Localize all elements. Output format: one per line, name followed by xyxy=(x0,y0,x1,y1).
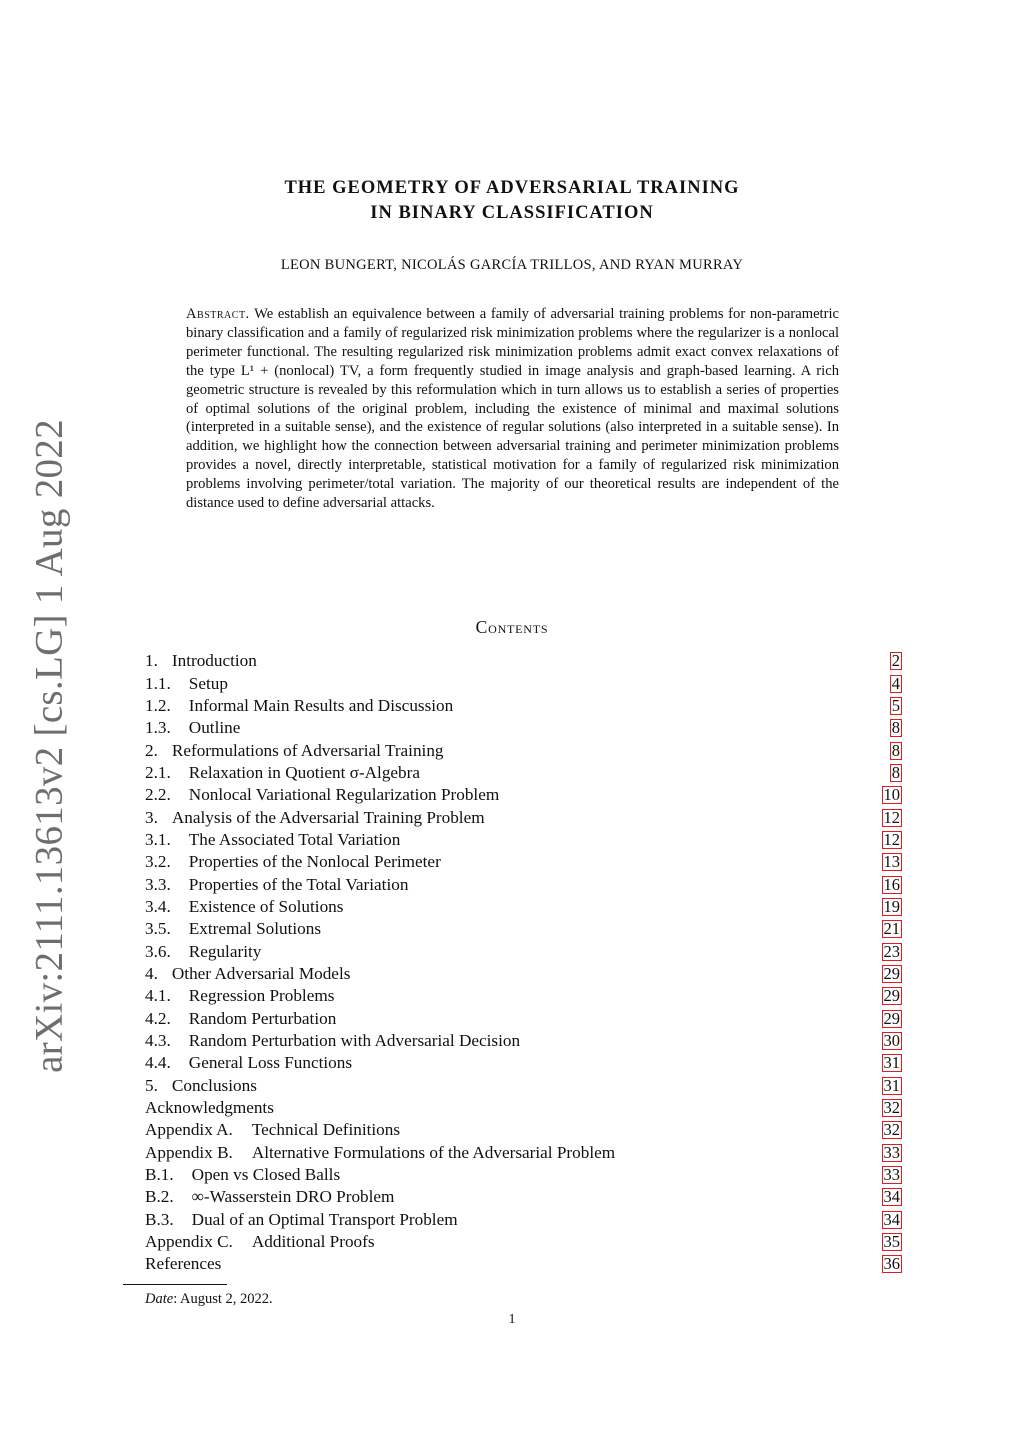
toc-entry[interactable] xyxy=(145,717,902,739)
page-number: 1 xyxy=(508,1312,516,1327)
toc-page-link[interactable]: 30 xyxy=(883,1031,900,1051)
toc-entry-number: 4.3. xyxy=(145,1031,171,1051)
toc-entry-number: B.1. xyxy=(145,1165,174,1185)
toc-entry-title: Informal Main Results and Discussion xyxy=(188,695,454,715)
toc-page-link[interactable]: 4 xyxy=(891,673,900,693)
footnote-label: Date xyxy=(145,1291,174,1307)
toc-entry[interactable] xyxy=(145,873,902,895)
abstract-text: We establish an equivalence between a family of adversarial training problems for non-parametric binary classification and a family of regularized risk minimization problems where the regularizer is a nonlocal perimeter functional. The resulting regularized risk minimization problems admit exact convex relaxations of the type L¹ + (nonlocal) TV, a form frequently studied in image analysis and graph-based learning. A rich geometric structure is revealed by this reformulation which in turn allows us to establish a series of properties of optimal solutions of the original problem, including the existence of minimal and maximal solutions (interpreted in a suitable sense), and the existence of regular solutions (also interpreted in a suitable sense). In addition, we highlight how the connection between adversarial training and perimeter minimization problems provides a novel, directly interpretable, statistical motivation for a family of regularized risk minimization problems involving perimeter/total variation. The majority of our theoretical results are independent of the distance used to define adversarial attacks. xyxy=(186,306,839,512)
toc-entry[interactable] xyxy=(145,1186,902,1208)
toc-entry[interactable] xyxy=(145,1119,902,1141)
toc-entry-label xyxy=(145,1143,615,1163)
toc-entry-title: Properties of the Total Variation xyxy=(188,874,409,894)
toc-entry-title: Setup xyxy=(188,673,228,693)
toc-entry-label xyxy=(145,942,261,962)
toc-entry-title: Conclusions xyxy=(171,1075,257,1095)
toc-entry-title: Dual of an Optimal Transport Problem xyxy=(191,1209,458,1229)
toc-entry[interactable] xyxy=(145,1209,902,1231)
toc-entry-label xyxy=(145,1031,520,1051)
paper-title-line-1: THE GEOMETRY OF ADVERSARIAL TRAINING xyxy=(284,178,740,198)
toc-entry-number: 3.4. xyxy=(145,896,171,916)
toc-entry-label xyxy=(145,1098,274,1118)
toc-page-link[interactable]: 35 xyxy=(883,1232,900,1252)
toc-entry-number: 4.1. xyxy=(145,986,171,1006)
toc-entry[interactable] xyxy=(145,650,902,672)
toc-page-link[interactable]: 29 xyxy=(883,1008,900,1028)
footnote-divider xyxy=(123,1284,227,1285)
toc-entry-label xyxy=(145,1187,394,1207)
paper-title xyxy=(0,176,1024,226)
toc-entry-title: Regularity xyxy=(188,941,262,961)
toc-page-link[interactable]: 5 xyxy=(891,695,900,715)
toc-entry[interactable] xyxy=(145,672,902,694)
toc-page-link[interactable]: 23 xyxy=(883,941,900,961)
toc-entry-number: Appendix C. xyxy=(145,1232,233,1252)
table-of-contents xyxy=(145,650,902,1276)
toc-entry[interactable] xyxy=(145,918,902,940)
toc-entry-number: 4.4. xyxy=(145,1053,171,1073)
toc-entry-number: 1.1. xyxy=(145,673,171,693)
toc-entry[interactable] xyxy=(145,985,902,1007)
toc-entry-title: Introduction xyxy=(171,651,257,671)
toc-entry[interactable] xyxy=(145,963,902,985)
toc-entry-label xyxy=(145,718,240,738)
toc-entry-label xyxy=(145,763,420,783)
toc-entry-number: 3.3. xyxy=(145,874,171,894)
toc-page-link[interactable]: 12 xyxy=(883,807,900,827)
toc-entry[interactable] xyxy=(145,1164,902,1186)
toc-entry[interactable] xyxy=(145,1142,902,1164)
toc-page-link[interactable]: 31 xyxy=(883,1075,900,1095)
toc-entry-label xyxy=(145,785,499,805)
toc-entry-title: Outline xyxy=(188,718,241,738)
toc-entry[interactable] xyxy=(145,1253,902,1275)
toc-entry[interactable] xyxy=(145,829,902,851)
toc-entry-label xyxy=(145,1232,375,1252)
toc-entry-number: 1. xyxy=(145,651,158,671)
toc-entry-label xyxy=(145,1009,336,1029)
toc-entry-title: The Associated Total Variation xyxy=(188,829,401,849)
toc-entry-label xyxy=(145,741,444,761)
toc-entry-title: Analysis of the Adversarial Training Problem xyxy=(171,807,485,827)
toc-entry-label xyxy=(145,1210,458,1230)
toc-entry[interactable] xyxy=(145,1231,902,1253)
author-list: LEON BUNGERT, NICOLÁS GARCÍA TRILLOS, AND RYAN MURRAY xyxy=(280,257,744,273)
toc-entry[interactable] xyxy=(145,851,902,873)
toc-entry-number: 1.2. xyxy=(145,695,171,715)
toc-entry-label xyxy=(145,852,441,872)
toc-entry-number: 3.2. xyxy=(145,852,171,872)
toc-entry-number: B.3. xyxy=(145,1209,174,1229)
toc-entry-number: Appendix B. xyxy=(145,1142,233,1162)
toc-entry-number: 4.2. xyxy=(145,1008,171,1028)
toc-entry-title: General Loss Functions xyxy=(188,1053,353,1073)
toc-entry-title: Regression Problems xyxy=(188,986,335,1006)
toc-entry-label xyxy=(145,1165,340,1185)
toc-entry[interactable] xyxy=(145,1097,902,1119)
toc-page-link[interactable]: 19 xyxy=(883,896,900,916)
toc-page-link[interactable]: 31 xyxy=(883,1053,900,1073)
toc-entry-label xyxy=(145,964,350,984)
toc-entry-number: 2.2. xyxy=(145,785,171,805)
toc-page-link[interactable]: 29 xyxy=(883,986,900,1006)
toc-entry-title: ∞-Wasserstein DRO Problem xyxy=(191,1187,395,1207)
toc-entry-label xyxy=(145,897,343,917)
toc-entry-number: 4. xyxy=(145,963,158,983)
toc-entry[interactable] xyxy=(145,1008,902,1030)
toc-entry-label xyxy=(145,986,334,1006)
toc-entry-title: Alternative Formulations of the Adversarial Problem xyxy=(251,1142,616,1162)
toc-entry-label xyxy=(145,674,228,694)
toc-entry[interactable] xyxy=(145,762,902,784)
contents-heading: Contents xyxy=(475,617,549,637)
footnote-date xyxy=(145,1291,273,1308)
toc-entry-label xyxy=(145,919,321,939)
toc-entry[interactable] xyxy=(145,739,902,761)
toc-page-link[interactable]: 34 xyxy=(883,1209,900,1229)
abstract-heading: Abstract. xyxy=(186,306,250,322)
toc-page-link[interactable]: 12 xyxy=(883,829,900,849)
toc-entry-label xyxy=(145,875,408,895)
toc-entry-title: Other Adversarial Models xyxy=(171,963,351,983)
toc-page-link[interactable]: 32 xyxy=(883,1120,900,1140)
toc-entry-number: 3.5. xyxy=(145,919,171,939)
toc-entry-label xyxy=(145,1076,257,1096)
toc-entry-title: Open vs Closed Balls xyxy=(191,1165,341,1185)
abstract xyxy=(186,305,839,513)
toc-entry[interactable] xyxy=(145,1075,902,1097)
toc-entry-title: Nonlocal Variational Regularization Problem xyxy=(188,785,500,805)
toc-entry-title: Technical Definitions xyxy=(251,1120,401,1140)
toc-entry-label xyxy=(145,1120,400,1140)
toc-entry-number: 3.1. xyxy=(145,829,171,849)
toc-entry-title: References xyxy=(145,1254,222,1274)
toc-entry-label xyxy=(145,651,257,671)
toc-entry-label xyxy=(145,696,453,716)
toc-entry-number: 2. xyxy=(145,740,158,760)
toc-entry-number: 2.1. xyxy=(145,762,171,782)
toc-entry-label xyxy=(145,1254,221,1274)
toc-page-link[interactable]: 33 xyxy=(883,1142,900,1162)
toc-page-link[interactable]: 8 xyxy=(891,718,900,738)
toc-page-link[interactable]: 21 xyxy=(883,919,900,939)
toc-page-link[interactable]: 10 xyxy=(883,785,900,805)
toc-entry-title: Random Perturbation xyxy=(188,1008,337,1028)
paper-title-line-2: IN BINARY CLASSIFICATION xyxy=(370,203,654,223)
arxiv-identifier-stamp: arXiv:2111.13613v2 [cs.LG] 1 Aug 2022 xyxy=(27,419,71,1073)
toc-entry-title: Reformulations of Adversarial Training xyxy=(171,740,444,760)
toc-entry-number: 3.6. xyxy=(145,941,171,961)
toc-page-link[interactable]: 8 xyxy=(891,740,900,760)
toc-entry-number: 3. xyxy=(145,807,158,827)
toc-entry-number: B.2. xyxy=(145,1187,174,1207)
toc-entry-number: Appendix A. xyxy=(145,1120,233,1140)
toc-entry[interactable] xyxy=(145,896,902,918)
toc-entry[interactable] xyxy=(145,1030,902,1052)
toc-page-link[interactable]: 16 xyxy=(883,874,900,894)
toc-page-link[interactable]: 8 xyxy=(891,762,900,782)
toc-entry-label xyxy=(145,830,400,850)
toc-entry-number: 1.3. xyxy=(145,718,171,738)
toc-entry-number: 5. xyxy=(145,1075,158,1095)
toc-entry-label xyxy=(145,1053,352,1073)
toc-entry[interactable] xyxy=(145,695,902,717)
toc-page-link[interactable]: 32 xyxy=(883,1098,900,1118)
toc-entry-title: Random Perturbation with Adversarial Decision xyxy=(188,1031,521,1051)
toc-entry[interactable] xyxy=(145,806,902,828)
toc-page-link[interactable]: 33 xyxy=(883,1165,900,1185)
toc-entry[interactable] xyxy=(145,1052,902,1074)
toc-entry-title: Relaxation in Quotient σ-Algebra xyxy=(188,762,420,782)
toc-page-link[interactable]: 36 xyxy=(883,1254,900,1274)
toc-entry[interactable] xyxy=(145,940,902,962)
toc-entry-label xyxy=(145,808,485,828)
toc-entry-title: Extremal Solutions xyxy=(188,919,322,939)
toc-page-link[interactable]: 13 xyxy=(883,852,900,872)
toc-entry[interactable] xyxy=(145,784,902,806)
toc-entry-title: Existence of Solutions xyxy=(188,896,344,916)
toc-entry-title: Properties of the Nonlocal Perimeter xyxy=(188,852,441,872)
toc-page-link[interactable]: 34 xyxy=(883,1187,900,1207)
toc-page-link[interactable]: 29 xyxy=(883,963,900,983)
footnote-text: : August 2, 2022. xyxy=(173,1291,273,1307)
toc-page-link[interactable]: 2 xyxy=(891,651,900,671)
toc-entry-title: Additional Proofs xyxy=(251,1232,375,1252)
toc-entry-title: Acknowledgments xyxy=(145,1098,274,1118)
